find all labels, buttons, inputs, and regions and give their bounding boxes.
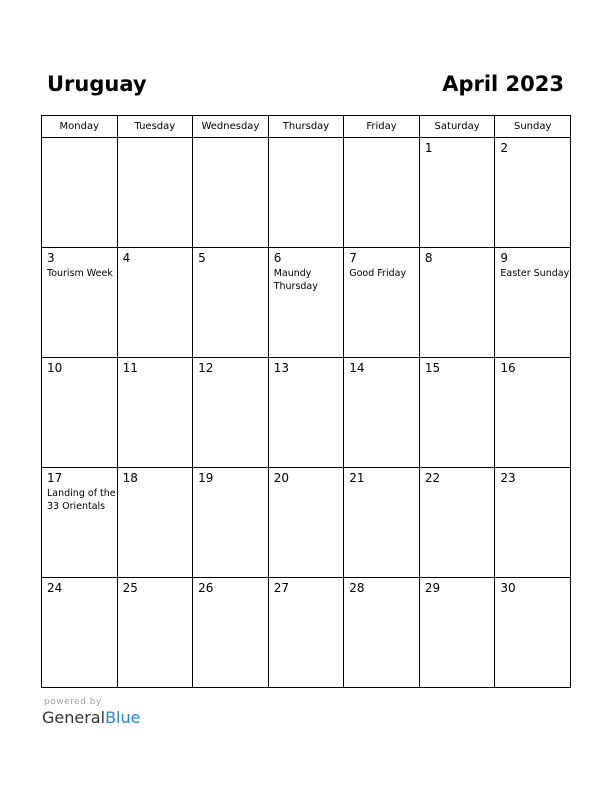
calendar-grid <box>41 115 571 688</box>
day-number: 12 <box>198 361 214 375</box>
day-number: 1 <box>424 141 433 155</box>
logo-general-text: General <box>42 708 106 727</box>
holiday-label: Landing of the 33 Orientals <box>47 488 116 512</box>
day-cell <box>117 578 193 688</box>
brand-footer <box>42 697 140 727</box>
day-cell <box>495 358 571 468</box>
day-cell <box>193 358 269 468</box>
weekday-friday: Friday <box>344 116 420 138</box>
day-number: 25 <box>122 581 138 595</box>
day-number: 26 <box>198 581 214 595</box>
weekday-monday: Monday <box>42 116 118 138</box>
day-cell <box>193 138 269 248</box>
day-number: 21 <box>349 471 365 485</box>
day-number: 3 <box>47 251 55 265</box>
day-number: 5 <box>198 251 206 265</box>
day-number: 22 <box>424 471 441 485</box>
day-cell <box>419 578 495 688</box>
day-cell <box>495 138 571 248</box>
day-cell <box>419 248 495 358</box>
country-title: Uruguay <box>47 72 147 96</box>
day-number: 18 <box>122 471 138 485</box>
logo-blue-text: Blue <box>105 708 141 727</box>
day-number <box>118 138 193 141</box>
weekday-sunday: Sunday <box>495 116 571 138</box>
day-cell <box>419 358 495 468</box>
day-cell <box>495 248 571 358</box>
day-cell <box>344 468 420 578</box>
day-number: 2 <box>500 141 509 155</box>
day-number: 19 <box>198 471 214 485</box>
day-number: 9 <box>500 251 509 265</box>
day-number: 7 <box>349 251 357 265</box>
day-number: 14 <box>349 361 365 375</box>
day-number: 6 <box>273 251 282 265</box>
day-cell <box>344 358 420 468</box>
weekday-tuesday: Tuesday <box>117 116 193 138</box>
month-year-title: April 2023 <box>442 72 564 96</box>
day-number: 29 <box>424 581 441 595</box>
day-number: 27 <box>273 581 289 595</box>
weekday-header-row <box>42 116 571 138</box>
week-row <box>42 578 571 688</box>
day-cell <box>117 138 193 248</box>
day-cell <box>495 468 571 578</box>
day-cell <box>344 578 420 688</box>
day-number: 17 <box>47 471 63 485</box>
weekday-wednesday: Wednesday <box>193 116 269 138</box>
day-cell <box>344 248 420 358</box>
day-number: 20 <box>273 471 289 485</box>
generalblue-logo[interactable] <box>42 708 140 727</box>
day-number: 24 <box>47 581 63 595</box>
week-row <box>42 248 571 358</box>
week-row <box>42 468 571 578</box>
day-number: 4 <box>122 251 131 265</box>
day-cell <box>117 248 193 358</box>
day-cell <box>42 358 118 468</box>
day-cell <box>117 468 193 578</box>
day-number: 8 <box>424 251 433 265</box>
day-number <box>193 138 268 141</box>
day-cell <box>42 468 118 578</box>
day-number: 16 <box>500 361 516 375</box>
day-cell <box>268 248 344 358</box>
day-cell <box>42 578 118 688</box>
powered-by-label: powered by <box>44 697 102 707</box>
day-cell <box>268 358 344 468</box>
day-cell <box>193 468 269 578</box>
day-cell <box>268 138 344 248</box>
day-cell <box>42 248 118 358</box>
weekday-thursday: Thursday <box>268 116 344 138</box>
day-number: 10 <box>47 361 63 375</box>
day-number <box>269 138 344 141</box>
day-cell <box>117 358 193 468</box>
day-cell <box>344 138 420 248</box>
day-cell <box>268 578 344 688</box>
day-number: 11 <box>122 361 138 375</box>
week-row <box>42 138 571 248</box>
week-row <box>42 358 571 468</box>
day-number <box>42 138 117 141</box>
day-cell <box>268 468 344 578</box>
day-number: 28 <box>349 581 365 595</box>
holiday-label: Tourism Week <box>47 268 113 279</box>
day-cell <box>42 138 118 248</box>
holiday-label: Good Friday <box>349 268 407 279</box>
day-number: 23 <box>500 471 516 485</box>
day-cell <box>193 248 269 358</box>
holiday-label: Maundy Thursday <box>273 268 318 292</box>
day-number: 30 <box>500 581 516 595</box>
day-cell <box>193 578 269 688</box>
day-cell <box>495 578 571 688</box>
holiday-label: Easter Sunday <box>500 268 570 279</box>
day-number <box>344 138 419 141</box>
weekday-saturday: Saturday <box>419 116 495 138</box>
day-cell <box>419 468 495 578</box>
day-number: 15 <box>424 361 441 375</box>
day-cell <box>419 138 495 248</box>
day-number: 13 <box>273 361 289 375</box>
